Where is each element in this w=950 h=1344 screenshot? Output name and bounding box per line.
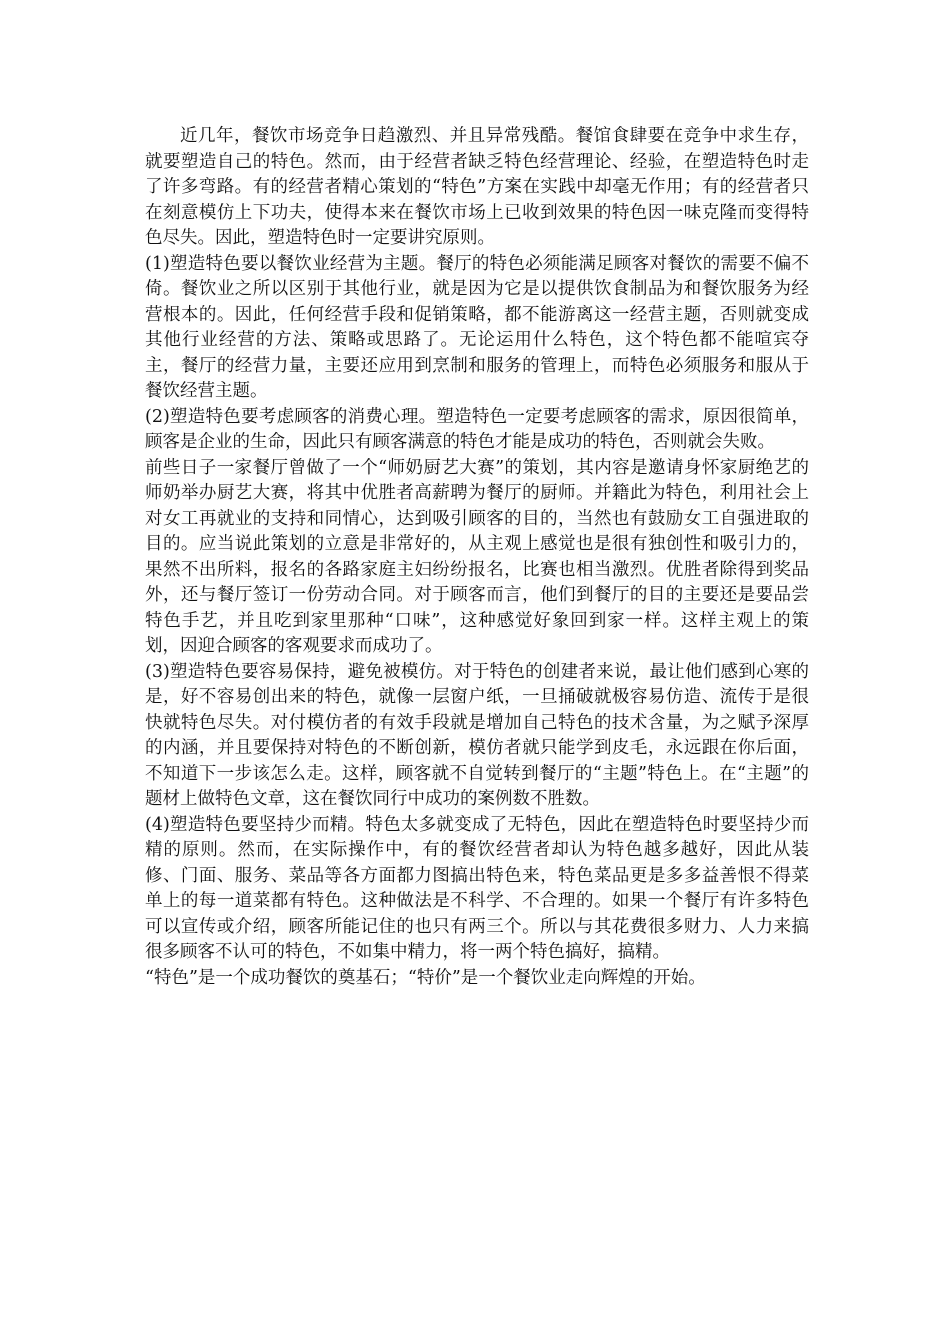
- intro-paragraph: 近几年，餐饮市场竞争日趋激烈、并且异常残酷。餐馆食肆要在竞争中求生存，就要塑造自己的特色。然而，由于经营者缺乏特色经营理论、经验，在塑造特色时走了许多弯路。有的经营者精心策划的“特色”方案在实践中却毫无作用；有的经营者只在刻意模仿上下功夫，使得本来在餐饮市场上已收到效果的特色因一味克隆而变得特色尽失。因此，塑造特色时一定要讲究原则。: [145, 126, 809, 248]
- principle-1-paragraph: (1)塑造特色要以餐饮业经营为主题。餐厅的特色必须能满足顾客对餐饮的需要不偏不倚。餐饮业之所以区别于其他行业，就是因为它是以提供饮食制品为和餐饮服务为经营根本的。因此，任何经营手段和促销策略，都不能游离这一经营主题，否则就变成其他行业经营的方法、策略或思路了。无论运用什么特色，这个特色都不能喧宾夺主，餐厅的经营力量，主要还应用到烹制和服务的管理上，而特色必须服务和服从于餐饮经营主题。: [145, 253, 809, 401]
- principle-2-paragraph: (2)塑造特色要考虑顾客的消费心理。塑造特色一定要考虑顾客的需求，原因很简单，顾客是企业的生命，因此只有顾客满意的特色才能是成功的特色，否则就会失败。: [145, 406, 809, 452]
- case-study-paragraph: 前些日子一家餐厅曾做了一个“师奶厨艺大赛”的策划，其内容是邀请身怀家厨绝艺的师奶举办厨艺大赛，将其中优胜者高薪聘为餐厅的厨师。并籍此为特色，利用社会上对女工再就业的支持和同情心，达到吸引顾客的目的，当然也有鼓励女工自强进取的目的。应当说此策划的立意是非常好的，从主观上感觉也是很有独创性和吸引力的，果然不出所料，报名的各路家庭主妇纷纷报名，比赛也相当激烈。优胜者除得到奖品外，还与餐厅签订一份劳动合同。对于顾客而言，他们到餐厅的目的主要还是要品尝特色手艺，并且吃到家里那种“口味”，这种感觉好象回到家一样。这样主观上的策划，因迎合顾客的客观要求而成功了。: [145, 457, 809, 656]
- principle-4-paragraph: (4)塑造特色要坚持少而精。特色太多就变成了无特色，因此在塑造特色时要坚持少而精的原则。然而，在实际操作中，有的餐饮经营者却认为特色越多越好，因此从装修、门面、服务、菜品等各方面都力图搞出特色来，特色菜品更是多多益善恨不得菜单上的每一道菜都有特色。这种做法是不科学、不合理的。如果一个餐厅有许多特色可以宣传或介绍，顾客所能记住的也只有两三个。所以与其花费很多财力、人力来搞很多顾客不认可的特色，不如集中精力，将一两个特色搞好，搞精。: [145, 814, 809, 962]
- conclusion-paragraph: “特色”是一个成功餐饮的奠基石；“特价”是一个餐饮业走向辉煌的开始。: [145, 967, 706, 988]
- principle-3-paragraph: (3)塑造特色要容易保持，避免被模仿。对于特色的创建者来说，最让他们感到心寒的是，好不容易创出来的特色，就像一层窗户纸，一旦捅破就极容易仿造、流传于是很快就特色尽失。对付模仿者的有效手段就是增加自己特色的技术含量，为之赋予深厚的内涵，并且要保持对特色的不断创新，模仿者就只能学到皮毛，永远跟在你后面，不知道下一步该怎么走。这样，顾客就不自觉转到餐厅的“主题”特色上。在“主题”的题材上做特色文章，这在餐饮同行中成功的案例数不胜数。: [145, 661, 809, 809]
- document-body: [145, 124, 809, 991]
